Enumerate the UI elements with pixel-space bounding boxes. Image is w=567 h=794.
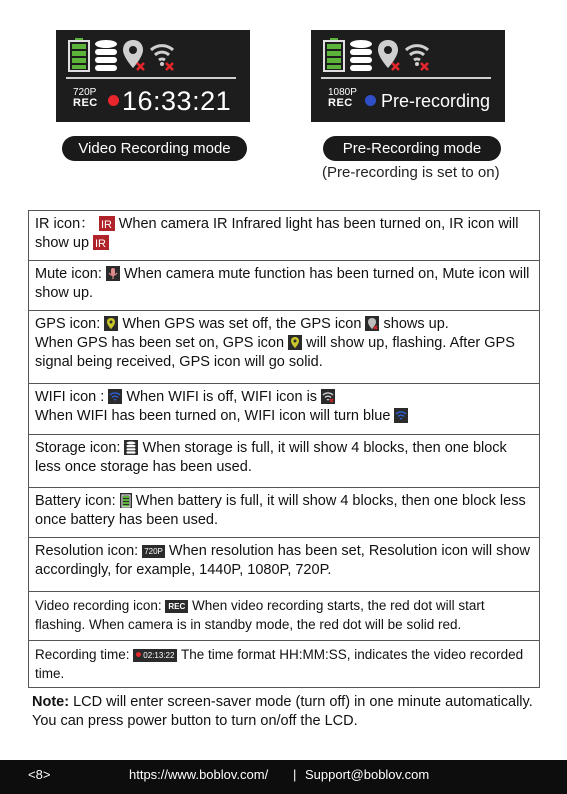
page-number: <8> xyxy=(28,767,51,782)
ir-icon xyxy=(99,216,115,231)
storage-row-title: Storage icon: xyxy=(35,440,125,456)
mute-row xyxy=(29,260,539,310)
resolution-label: 1080P xyxy=(328,87,357,98)
ir-row xyxy=(29,211,539,260)
mute-row-title: Mute icon: xyxy=(35,266,102,282)
wifi-row xyxy=(29,383,539,434)
gps-off-icon xyxy=(377,38,401,72)
video-mode-screen xyxy=(56,30,250,122)
gps-icon xyxy=(104,316,118,331)
gps-row-text-3: When GPS has been set on, GPS icon xyxy=(35,335,289,351)
gps-icon xyxy=(288,335,302,350)
rec-label: REC xyxy=(328,97,353,109)
rec-label: REC xyxy=(73,97,98,109)
wifi-row-text-2: When WIFI has been turned on, WIFI icon will turn blue xyxy=(35,408,391,424)
resolution-label: 720P xyxy=(73,87,97,98)
battery-row-text: When battery is full, it will show 4 blocks, then one block less once battery has been used. xyxy=(35,493,526,528)
mute-icon xyxy=(106,266,120,281)
resolution-indicator xyxy=(73,87,98,109)
recording-time: 16:33:21 xyxy=(122,86,232,116)
gps-row xyxy=(29,310,539,383)
storage-row-text: When storage is full, it will show 4 blocks, then one block less once storage has been used. xyxy=(35,440,507,475)
status-icons xyxy=(68,38,177,72)
resolution-row xyxy=(29,537,539,591)
lcd-divider xyxy=(66,77,236,79)
pre-recording-screen xyxy=(311,30,505,122)
status-icons xyxy=(323,38,432,72)
pre-record-dot-blue xyxy=(365,95,376,106)
rec-badge: REC xyxy=(165,600,188,613)
page-footer xyxy=(0,760,567,794)
lcd-divider xyxy=(321,77,491,79)
note-label: Note: xyxy=(32,694,70,710)
wifi-blue-icon xyxy=(108,389,122,404)
battery-icon xyxy=(120,493,132,508)
svg-text:IR: IR xyxy=(95,238,107,250)
support-email[interactable]: Support@boblov.com xyxy=(305,767,430,782)
ir-row-title: IR icon： xyxy=(35,216,95,232)
pre-recording-status: Pre-recording xyxy=(381,91,491,111)
wifi-off-icon xyxy=(404,38,432,72)
rec-row xyxy=(29,591,539,640)
wifi-off-icon xyxy=(321,389,335,404)
time-badge xyxy=(133,649,177,662)
rec-row-title: Video recording icon: xyxy=(35,598,166,613)
ir-row-text: When camera IR Infrared light has been turned on, IR icon will show up xyxy=(35,216,519,251)
wifi-row-title: WIFI icon : xyxy=(35,389,109,405)
time-badge-value: 02:13:22 xyxy=(143,651,175,660)
footer-divider: | xyxy=(293,767,297,782)
video-mode-label: Video Recording mode xyxy=(62,136,247,161)
resolution-badge: 720P xyxy=(144,547,163,556)
icon-legend-table xyxy=(28,210,540,688)
pre-recording-caption: (Pre-recording is set to on) xyxy=(322,164,500,181)
storage-row xyxy=(29,434,539,487)
gps-row-text-2: shows up. xyxy=(383,316,449,332)
time-row-title: Recording time: xyxy=(35,647,134,662)
storage-icon xyxy=(348,39,374,71)
resolution-row-text: When resolution has been set, Resolution icon will show accordingly, for example, 1440P, 1080P, 720P. xyxy=(35,543,531,578)
gps-row-text-1: When GPS was set off, the GPS icon xyxy=(122,316,366,332)
pre-mode-label: Pre-Recording mode xyxy=(323,136,501,161)
gps-off-icon xyxy=(122,38,146,72)
resolution-indicator xyxy=(328,87,357,109)
gps-row-title: GPS icon: xyxy=(35,316,105,332)
battery-row xyxy=(29,487,539,537)
note-text: LCD will enter screen-saver mode (turn off) in one minute automatically. You can press power button to turn on/off the LCD. xyxy=(32,694,533,729)
battery-icon xyxy=(323,38,345,72)
gps-off-icon xyxy=(365,316,379,331)
time-row xyxy=(29,640,539,687)
lcd-note xyxy=(32,693,544,731)
wifi-row-text-1: When WIFI is off, WIFI icon is xyxy=(126,389,322,405)
mute-row-text: When camera mute function has been turned on, Mute icon will show up. xyxy=(35,266,530,301)
svg-text:IR: IR xyxy=(100,219,112,231)
website-link[interactable]: https://www.boblov.com/ xyxy=(129,767,269,782)
battery-row-title: Battery icon: xyxy=(35,493,120,509)
rec-row-text: When video recording starts, the red dot will start flashing. When camera is in standby mode, the red dot will be solid red. xyxy=(35,598,485,632)
time-row-text: The time format HH:MM:SS, indicates the video recorded time. xyxy=(35,647,524,681)
storage-icon xyxy=(93,39,119,71)
resolution-row-title: Resolution icon: xyxy=(35,543,143,559)
storage-icon xyxy=(124,440,138,455)
ir-icon xyxy=(93,235,109,250)
rec-dot-red xyxy=(108,95,119,106)
gps-row-text-4: will show up, flashing. After GPS signal being received, GPS icon will go solid. xyxy=(35,335,515,370)
wifi-blue-icon xyxy=(394,408,408,423)
rec-dot-icon xyxy=(136,652,141,657)
battery-icon xyxy=(68,38,90,72)
wifi-off-icon xyxy=(149,38,177,72)
